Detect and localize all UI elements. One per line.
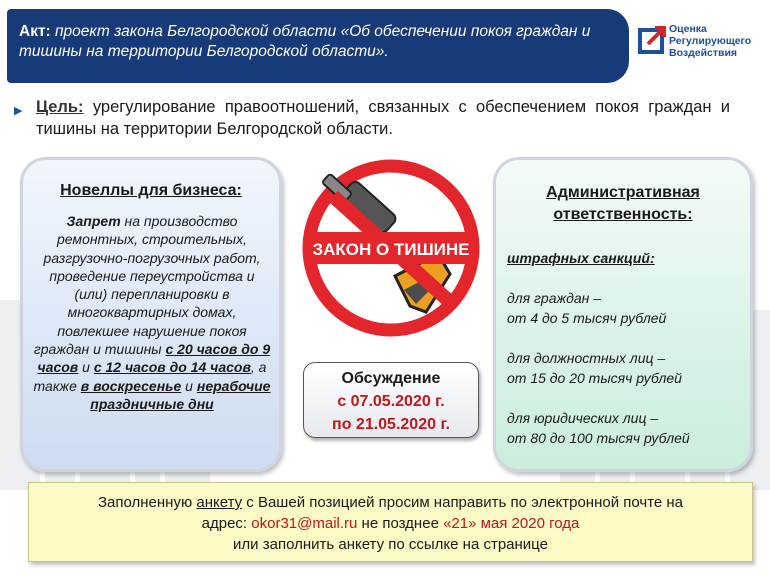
survey-text-1: Заполненную xyxy=(97,494,193,511)
sign-caption: ЗАКОН О ТИШИНЕ xyxy=(312,240,470,259)
holidays-text: нерабочие праздничные дни xyxy=(90,377,271,412)
goal-text: урегулирование правоотношений, связанных с обеспечением покоя граждан и тишины на территории Белгородской области. xyxy=(36,98,730,138)
discussion-to: по 21.05.2020 г. xyxy=(332,416,450,433)
fine-group xyxy=(507,408,747,448)
sunday-text: в воскресенье xyxy=(80,377,182,394)
administrative-liability-card xyxy=(493,157,753,472)
fine-who: для должностных лиц – xyxy=(507,350,666,366)
no-drill-sign-icon xyxy=(300,156,482,339)
fine-amount: от 15 до 20 тысяч рублей xyxy=(507,370,682,386)
act-text: проект закона Белгородской области «Об обеспечении покоя граждан и тишины на территории Белгородской области». xyxy=(19,23,591,60)
logo-line2: Регулирующего xyxy=(669,35,752,47)
fine-group xyxy=(507,288,747,328)
fine-who: для юридических лиц – xyxy=(507,410,659,426)
survey-link[interactable]: анкету xyxy=(196,494,243,511)
business-novelties-title: Новеллы для бизнеса: xyxy=(60,182,242,199)
fine-amount: от 4 до 5 тысяч рублей xyxy=(507,310,667,326)
act-header xyxy=(7,9,629,83)
time-range-midday: с 12 часов до 14 часов xyxy=(93,359,251,376)
liability-title-line2: ответственность: xyxy=(553,206,693,223)
business-novelties-card xyxy=(20,157,282,472)
address-label: адрес: xyxy=(201,515,248,532)
goal-statement xyxy=(14,96,730,140)
survey-note xyxy=(28,482,753,562)
fine-who: для граждан – xyxy=(507,290,602,306)
logo-line1: Оценка xyxy=(669,23,707,35)
ban-text: на производство ремонтных, строительных, разгрузочно-погрузочных работ, проведение переустройства и (или) перепланировки в многоквартирных домах, повлекшее нарушение покоя граждан и тишины xyxy=(33,213,261,358)
fines-subtitle: штрафных санкций: xyxy=(507,250,655,266)
survey-line2 xyxy=(29,513,752,534)
and-text-1: и xyxy=(82,359,90,376)
discussion-from: с 07.05.2020 г. xyxy=(337,393,445,410)
logo-text xyxy=(669,23,751,59)
discussion-period-box xyxy=(303,362,479,438)
fines-list xyxy=(507,248,747,468)
business-novelties-body xyxy=(33,212,271,413)
ban-label: Запрет xyxy=(66,213,121,229)
orv-logo xyxy=(636,22,766,62)
bullet-arrow-icon: ▶ xyxy=(14,105,23,117)
fine-group xyxy=(507,348,747,388)
survey-text-2: с Вашей позицией просим направить по электронной почте на xyxy=(246,494,684,511)
liability-title-line1: Административная xyxy=(546,184,700,201)
email-link[interactable]: okor31@mail.ru xyxy=(251,515,358,532)
survey-line1 xyxy=(29,492,752,513)
goal-label: Цель: xyxy=(36,98,84,116)
survey-line3: или заполнить анкету по ссылке на странице xyxy=(233,536,548,553)
administrative-liability-title xyxy=(496,182,750,226)
discussion-title: Обсуждение xyxy=(341,370,441,387)
act-label: Акт: xyxy=(19,23,51,40)
also-text: , а также xyxy=(33,359,267,394)
and-text-2: и xyxy=(185,377,193,394)
deadline-date: «21» мая 2020 года xyxy=(443,515,580,532)
time-range-evening: с 20 часов до 9 часов xyxy=(37,341,271,376)
deadline-label: не позднее xyxy=(361,515,439,532)
orv-logo-icon xyxy=(636,24,666,56)
fine-amount: от 80 до 100 тысяч рублей xyxy=(507,430,690,446)
logo-line3: Воздействия xyxy=(669,47,738,59)
